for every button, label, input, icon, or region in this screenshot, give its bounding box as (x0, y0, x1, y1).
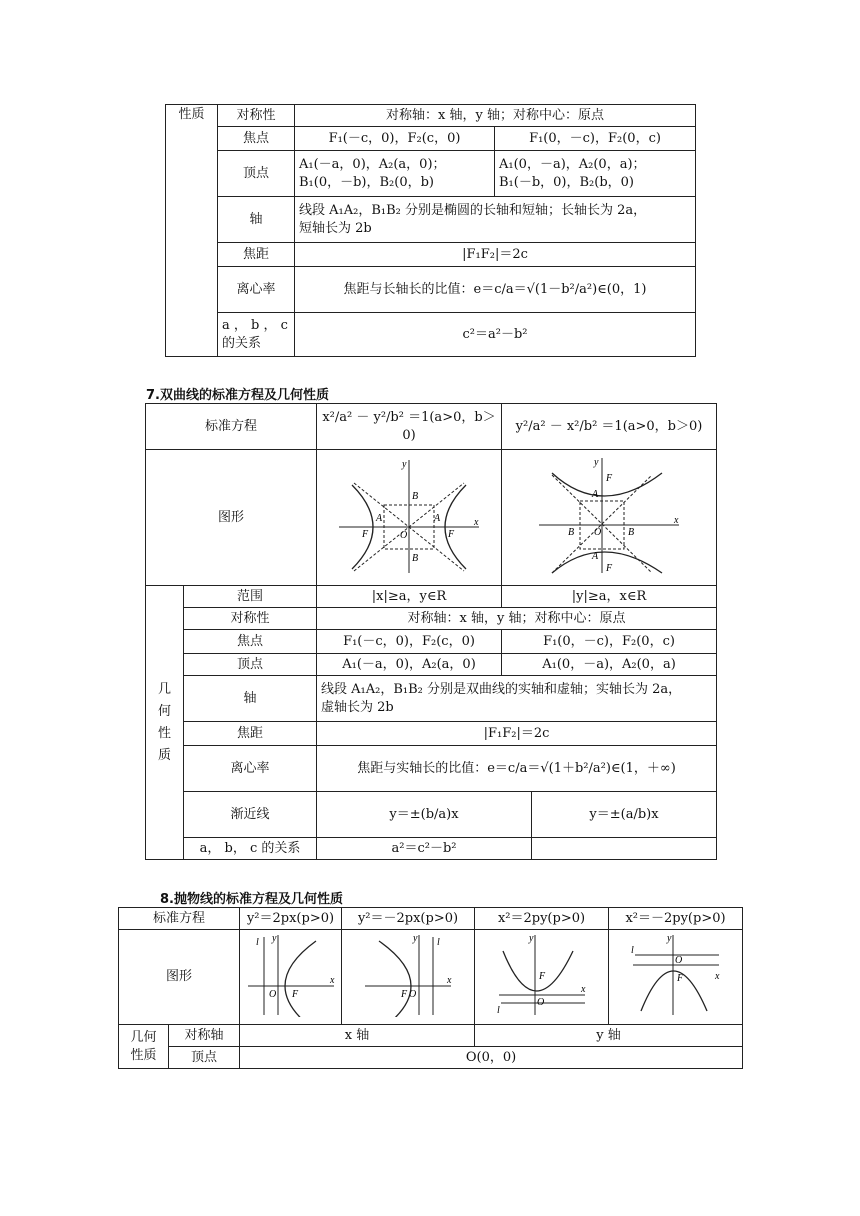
svg-text:y: y (272, 933, 277, 944)
svg-text:l: l (256, 937, 259, 948)
svg-text:F: F (448, 528, 455, 540)
par-fig-c3 (475, 930, 609, 1025)
hyp-rel-value: a²＝c²－b² (317, 838, 532, 860)
ellipse-sym-value: 对称轴：x 轴，y 轴；对称中心：原点 (295, 105, 696, 127)
svg-text:F: F (401, 989, 408, 1000)
hyp-std-v: y²/a² － x²/b² ＝1(a>0，b＞0) (502, 404, 717, 450)
par-vertex-label: 顶点 (169, 1047, 240, 1069)
hyp-vert-label: 顶点 (184, 654, 317, 676)
parabola-left-diagram (361, 931, 455, 1017)
svg-text:B: B (628, 526, 635, 538)
ellipse-vert-label: 顶点 (218, 151, 295, 197)
svg-text:A: A (592, 550, 599, 562)
hyp-fig-v (502, 450, 717, 586)
svg-text:F: F (676, 973, 683, 984)
ellipse-properties-table (165, 104, 696, 357)
hyp-ecc-label: 离心率 (184, 746, 317, 792)
hyp-axis-label: 轴 (184, 676, 317, 722)
hyp-range-v: |y|≥a，x∈R (502, 586, 717, 608)
par-std-c4: x²＝－2py(p>0) (609, 908, 743, 930)
svg-text:O: O (400, 529, 408, 541)
ellipse-foci-v: F₁(0，－c)，F₂(0，c) (495, 127, 696, 151)
ellipse-axis-label: 轴 (218, 197, 295, 243)
svg-text:B: B (412, 552, 419, 564)
hyp-asym-label: 渐近线 (184, 792, 317, 838)
hyp-vert-v: A₁(0，－a)，A₂(0，a) (502, 654, 717, 676)
svg-text:x: x (474, 516, 479, 528)
hyperbola-vertical-diagram (534, 455, 684, 575)
svg-text:F: F (538, 971, 545, 982)
ellipse-foci-label: 焦点 (218, 127, 295, 151)
svg-text:O: O (674, 955, 682, 966)
svg-text:l: l (496, 1005, 500, 1016)
par-fig-c1 (240, 930, 342, 1025)
hyp-sym-label: 对称性 (184, 608, 317, 630)
par-axis-v: y 轴 (475, 1025, 743, 1047)
svg-text:B: B (412, 490, 419, 502)
hyp-rel-label: a， b， c 的关系 (184, 838, 317, 860)
hyp-fdist-label: 焦距 (184, 722, 317, 746)
hyp-fdist-value: |F₁F₂|＝2c (317, 722, 717, 746)
hyp-range-h: |x|≥a，y∈R (317, 586, 502, 608)
hyp-sym-value: 对称轴：x 轴，y 轴；对称中心：原点 (317, 608, 717, 630)
hyp-asym-h: y＝±(b/a)x (317, 792, 532, 838)
svg-text:y: y (528, 933, 533, 944)
par-fig-c4 (609, 930, 743, 1025)
svg-text:x: x (580, 984, 585, 995)
hyp-foci-label: 焦点 (184, 630, 317, 654)
svg-text:x: x (447, 975, 452, 986)
hyp-asym-v: y＝±(a/b)x (532, 792, 717, 838)
svg-text:A: A (592, 488, 599, 500)
ellipse-vert-h: A₁(－a，0)，A₂(a，0)； B₁(0，－b)，B₂(0，b) (295, 151, 495, 197)
svg-text:B: B (568, 526, 575, 538)
par-vertex-value: O(0，0) (240, 1047, 743, 1069)
svg-text:F: F (362, 528, 369, 540)
ellipse-ecc-value: 焦距与长轴长的比值：e＝c/a＝√(1－b²/a²)∈(0，1) (295, 267, 696, 313)
ellipse-vert-v: A₁(0，－a)，A₂(0，a)； B₁(－b，0)，B₂(b，0) (495, 151, 696, 197)
hyperbola-title: 7.双曲线的标准方程及几何性质 (146, 388, 329, 403)
hyp-rel-empty (532, 838, 717, 860)
par-geo-label: 几何 性质 (119, 1025, 169, 1069)
ellipse-rel-label: a ， b ， c 的关系 (218, 313, 295, 357)
svg-text:F: F (292, 989, 299, 1000)
hyp-std-h: x²/a² － y²/b² ＝1(a>0，b＞0) (317, 404, 502, 450)
par-std-c1: y²＝2px(p>0) (240, 908, 342, 930)
par-fig-c2 (342, 930, 475, 1025)
hyperbola-horizontal-diagram (334, 455, 484, 575)
hyp-geo-label: 几何性质 (146, 586, 184, 860)
par-fig-label: 图形 (119, 930, 240, 1025)
svg-text:F: F (606, 472, 613, 484)
par-axis-label: 对称轴 (169, 1025, 240, 1047)
ellipse-foci-h: F₁(－c，0)，F₂(c，0) (295, 127, 495, 151)
svg-text:O: O (409, 989, 417, 1000)
parabola-title: 8.抛物线的标准方程及几何性质 (160, 892, 343, 907)
ellipse-ecc-label: 离心率 (218, 267, 295, 313)
hyp-std-label: 标准方程 (146, 404, 317, 450)
par-std-label: 标准方程 (119, 908, 240, 930)
svg-text:A: A (434, 512, 441, 524)
svg-text:x: x (714, 971, 719, 982)
svg-text:O: O (594, 526, 602, 538)
ellipse-fdist-label: 焦距 (218, 243, 295, 267)
svg-text:y: y (413, 933, 418, 944)
svg-text:y: y (402, 458, 407, 470)
ellipse-rel-value: c²＝a²－b² (295, 313, 696, 357)
svg-text:l: l (630, 945, 634, 956)
hyp-fig-h (317, 450, 502, 586)
hyp-range-label: 范围 (184, 586, 317, 608)
ellipse-sym-label: 对称性 (218, 105, 295, 127)
par-std-c3: x²＝2py(p>0) (475, 908, 609, 930)
hyp-vert-h: A₁(－a，0)，A₂(a，0) (317, 654, 502, 676)
hyp-axis-value: 线段 A₁A₂，B₁B₂ 分别是双曲线的实轴和虚轴；实轴长为 2a， 虚轴长为 2b (317, 676, 717, 722)
svg-text:x: x (330, 975, 335, 986)
hyp-ecc-value: 焦距与实轴长的比值：e＝c/a＝√(1＋b²/a²)∈(1，＋∞) (317, 746, 717, 792)
parabola-right-diagram (244, 931, 338, 1017)
par-std-c2: y²＝－2px(p>0) (342, 908, 475, 930)
hyp-fig-label: 图形 (146, 450, 317, 586)
svg-text:O: O (536, 997, 544, 1008)
hyperbola-table (145, 403, 717, 860)
parabola-up-diagram (495, 931, 589, 1017)
parabola-down-diagram (629, 931, 723, 1017)
hyp-foci-h: F₁(－c，0)，F₂(c，0) (317, 630, 502, 654)
svg-text:x: x (674, 514, 679, 526)
parabola-table (118, 907, 743, 1069)
svg-text:F: F (606, 562, 613, 574)
svg-text:A: A (376, 512, 383, 524)
ellipse-fdist-value: |F₁F₂|＝2c (295, 243, 696, 267)
svg-text:O: O (269, 989, 277, 1000)
ellipse-axis-value: 线段 A₁A₂，B₁B₂ 分别是椭圆的长轴和短轴；长轴长为 2a， 短轴长为 2b (295, 197, 696, 243)
hyp-foci-v: F₁(0，－c)，F₂(0，c) (502, 630, 717, 654)
svg-text:l: l (437, 937, 440, 948)
svg-text:y: y (594, 456, 599, 468)
par-axis-h: x 轴 (240, 1025, 475, 1047)
ellipse-props-label: 性质 (166, 105, 218, 357)
svg-text:y: y (666, 933, 671, 944)
